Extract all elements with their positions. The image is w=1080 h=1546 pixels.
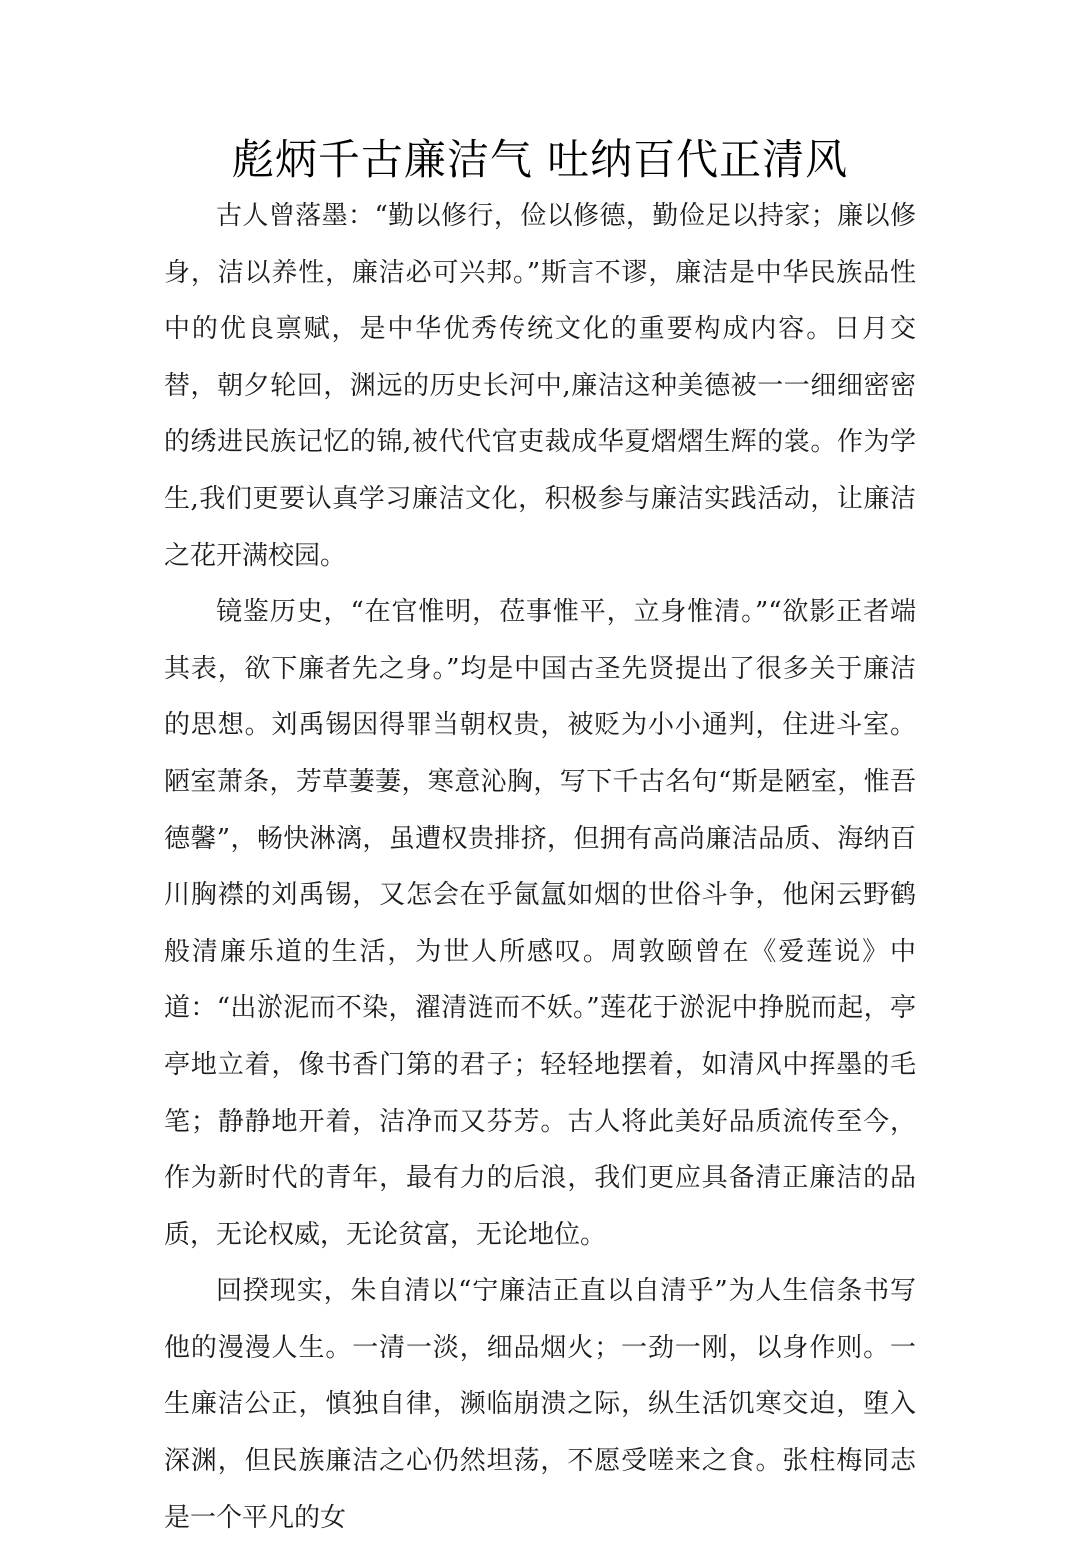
document-body bbox=[164, 188, 916, 1546]
paragraph: 镜鉴历史，“在官惟明，莅事惟平，立身惟清。”“欲影正者端其表，欲下廉者先之身。”均是中国古圣先贤提出了很多关于廉洁的思想。刘禹锡因得罪当朝权贵，被贬为小小通判，住进斗室。陋室萧条，芳草萋萋，寒意沁胸，写下千古名句“斯是陋室，惟吾德馨”，畅快淋漓，虽遭权贵排挤，但拥有高尚廉洁品质、海纳百川胸襟的刘禹锡，又怎会在乎氤氲如烟的世俗斗争，他闲云野鹤般清廉乐道的生活，为世人所感叹。周敦颐曾在《爱莲说》中道：“出淤泥而不染，濯清涟而不妖。”莲花于淤泥中挣脱而起，亭亭地立着，像书香门第的君子；轻轻地摆着，如清风中挥墨的毛笔；静静地开着，洁净而又芬芳。古人将此美好品质流传至今，作为新时代的青年，最有力的后浪，我们更应具备清正廉洁的品质，无论权威，无论贫富，无论地位。 bbox=[164, 597, 916, 1250]
paragraph: 古人曾落墨：“勤以修行，俭以修德，勤俭足以持家；廉以修身，洁以养性，廉洁必可兴邦。”斯言不谬，廉洁是中华民族品性中的优良禀赋，是中华优秀传统文化的重要构成内容。日月交替，朝夕轮回，渊远的历史长河中,廉洁这种美德被一一细细密密的绣进民族记忆的锦,被代代官吏裁成华夏熠熠生辉的裳。作为学生,我们更要认真学习廉洁文化，积极参与廉洁实践活动，让廉洁之花开满校园。 bbox=[164, 201, 916, 571]
paragraph: 回揆现实，朱自清以“宁廉洁正直以自清乎”为人生信条书写他的漫漫人生。一清一淡，细品烟火；一劲一刚，以身作则。一生廉洁公正，慎独自律，濒临崩溃之际，纵生活饥寒交迫，堕入深渊，但民族廉洁之心仍然坦荡，不愿受嗟来之食。张柱梅同志是一个平凡的女 bbox=[164, 1276, 916, 1533]
document-title: 彪炳千古廉洁气 吐纳百代正清风 bbox=[231, 135, 849, 184]
